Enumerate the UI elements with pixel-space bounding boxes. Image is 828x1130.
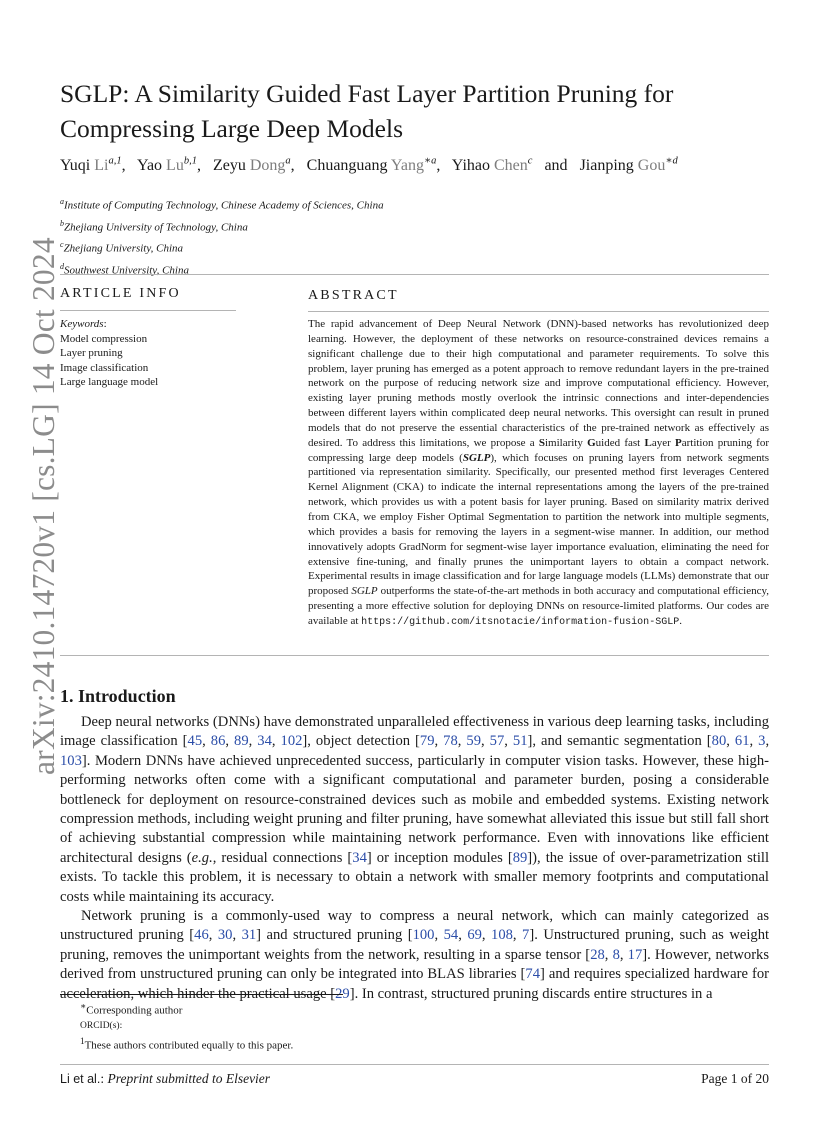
arxiv-identifier: arXiv:2410.14720v1 [cs.LG] 14 Oct 2024 — [26, 237, 61, 775]
section-heading-introduction: 1. Introduction — [60, 686, 176, 706]
abstract-text: The rapid advancement of Deep Neural Network (DNN)-based networks has revolutionized deep learning. However, the deployment of these networks on resource-constrained devices remains a significant challenge due to their high computational and parameter requirements. To solve this problem, layer pruning has emerged as a potent approach to remove redundant layers in the pre-trained network on the purpose of reducing network size and improve computational efficiency. However, existing layer pruning methods mostly overlook the intrinsic connections and inter-dependencies between different layers within complicated deep neural networks. This oversight can result in pruned models that do not preserve the essential characteristics of the pre-trained network as effectively as desired. To address this limitations, we propose a Similarity Guided fast Layer Partition pruning for compressing large deep models (SGLP), which focuses on pruning layers from network segments partitioned via representation similarity. Specifically, our presented method first leverages Centered Kernel Alignment (CKA) to indicate the internal representations among the layers of the pre-trained network, which provides us with a potent basis for layer pruning. Based on similarity matrix derived from CKA, we employ Fisher Optimal Segmentation to partition the network into multiple segments, which provides a basis for removing the layers in a segment-wise manner. In addition, our method innovatively adopts GradNorm for segment-wise layer importance evaluation, eliminating the need for extensive fine-tuning, and finally prunes the unimportant layers to obtain a compact network. Experimental results in image classification and for large language models (LLMs) demonstrate that our proposed SGLP outperforms the state-of-the-art methods in both accuracy and computational efficiency, presenting a more effective solution for deploying DNNs on resource-limited platforms. Our codes are available at https://github.com/itsnotacie/information-fusion-SGLP. — [308, 318, 770, 628]
footnote-equal-contribution: $^1$These authors contributed equally to this paper. — [80, 1035, 294, 1052]
paper-title: SGLP: A Similarity Guided Fast Layer Partition Pruning for Compressing Large Deep Models — [60, 79, 674, 143]
citation-link[interactable]: 69 — [467, 927, 482, 944]
citation-link[interactable]: 61 — [734, 733, 750, 750]
citation-link[interactable]: 46 — [194, 927, 209, 944]
footnote-orcid: ORCID(s): — [80, 1020, 123, 1031]
citation-link[interactable]: 74 — [525, 966, 540, 983]
citation-link[interactable]: 45 — [187, 733, 203, 750]
citation-link[interactable]: 59 — [466, 733, 482, 750]
affiliation-c: $^c$Zhejiang University, China — [60, 240, 184, 255]
citation-link[interactable]: 57 — [489, 733, 505, 750]
author-lu: Yao Lu$^{b,1}$, — [136, 156, 201, 175]
citation-link[interactable]: 89 — [234, 733, 249, 750]
emphasis-text: e.g. — [191, 849, 213, 866]
citation-link[interactable]: 89 — [512, 849, 528, 866]
citation-link[interactable]: 31 — [241, 927, 257, 944]
citation-link[interactable]: 80 — [711, 733, 727, 750]
page-number: Page 1 of 20 — [701, 1071, 769, 1086]
citation-link[interactable]: 78 — [443, 733, 458, 750]
article-info-heading: ARTICLE INFO — [60, 286, 181, 301]
footer-citation: Li et al.: Preprint submitted to Elsevier — [60, 1071, 271, 1086]
citation-link[interactable]: 3 — [758, 733, 766, 750]
citation-link[interactable]: 34 — [257, 733, 272, 750]
author-list — [60, 155, 686, 175]
citation-link[interactable]: 103 — [60, 752, 82, 769]
citation-link[interactable]: 17 — [627, 946, 643, 963]
article-info-rule — [60, 310, 236, 311]
footnotes — [80, 999, 293, 1053]
keywords-block: Keywords: Model compression Layer pruning Image classification Large language model — [60, 318, 159, 389]
header-rule — [60, 274, 769, 275]
citation-link[interactable]: 108 — [491, 927, 513, 944]
affiliation-a: $^a$Institute of Computing Technology, Chinese Academy of Sciences, China — [60, 197, 384, 212]
abstract-end-rule — [60, 655, 769, 656]
citation-link[interactable]: 28 — [590, 946, 605, 963]
citation-link[interactable]: 34 — [352, 849, 367, 866]
citation-link[interactable]: 79 — [419, 733, 435, 750]
citation-link[interactable]: 54 — [443, 927, 459, 944]
citation-link[interactable]: 7 — [522, 927, 530, 944]
abstract-heading: ABSTRACT — [308, 288, 399, 303]
code-link[interactable]: https://github.com/itsnotacie/information-fusion-SGLP — [361, 616, 680, 628]
keyword-item: Image classification — [60, 361, 149, 374]
author-conjunction: and — [544, 157, 568, 175]
citation-link[interactable]: 86 — [210, 733, 226, 750]
intro-paragraph: Deep neural networks (DNNs) have demonstrated unparalleled effectiveness in various deep learning tasks, including image classification [45, 86, 89, 34, 102], object detection [79, 78, 59, 57, 51], and semantic segmentation [80, 61, 3, 103]. Modern DNNs have achieved unprecedented success, particularly in computer vision tasks. However, these high-performing networks often come with a significant computational and parameter burden, posing a considerable bottleneck for deployment on resource-constrained devices such as mobile and embedded systems. Existing network compression methods, including weight pruning and filter pruning, have somewhat alleviated this issue but still fall short of achieving substantial compression while maintaining network performance. Even with innovations like efficient architectural designs (e.g., residual connections [34] or inception modules [89]), the issue of over-parametrization still exists. To tackle this problem, it is necessary to obtain a network with smaller memory footprints and computational costs while maintaining its accuracy. — [60, 714, 770, 905]
citation-link[interactable]: 30 — [217, 927, 233, 944]
author-yang: Chuanguang Yang$^{∗a}$, — [306, 156, 441, 175]
author-chen: Yihao Chen$^c$ — [451, 156, 533, 175]
citation-link[interactable]: 102 — [280, 733, 303, 750]
citation-link[interactable]: 100 — [412, 927, 435, 944]
footer-rule — [60, 1064, 769, 1065]
keyword-item: Layer pruning — [60, 347, 123, 360]
introduction-body — [60, 713, 769, 1004]
keyword-item: Model compression — [60, 332, 148, 345]
citation-link[interactable]: 51 — [512, 733, 528, 750]
abstract-rule — [308, 311, 769, 312]
intro-paragraph: Network pruning is a commonly-used way to compress a neural network, which can mainly categorized as unstructured pruning [46, 30, 31] and structured pruning [100, 54, 69, 108, 7]. Unstructured pruning, such as weight pruning, removes the unimportant weights from the network, resulting in a sparse tensor [28, 8, 17]. However, networks derived from unstructured pruning can only be integrated into BLAS libraries [74] and requires specialized hardware for acceleration, which hinder the practical usage [29]. In contrast, structured pruning discards entire structures in a — [60, 908, 770, 1002]
affiliation-b: $^b$Zhejiang University of Technology, China — [60, 218, 248, 234]
footnote-rule — [60, 994, 343, 995]
footnote-corresponding: ∗Corresponding author — [80, 1001, 183, 1017]
citation-link[interactable]: 8 — [612, 946, 620, 963]
keywords-label: Keywords — [60, 318, 104, 330]
keyword-item: Large language model — [60, 376, 159, 389]
author-dong: Zeyu Dong$^a$, — [212, 156, 295, 175]
citation-link[interactable]: 29 — [335, 985, 350, 1002]
affiliations — [60, 193, 384, 280]
author-li: Yuqi Li$^{a,1}$, — [60, 156, 126, 175]
affiliation-d: $^d$Southwest University, China — [60, 261, 189, 277]
author-gou: Jianping Gou$^{∗d}$ — [579, 156, 678, 175]
